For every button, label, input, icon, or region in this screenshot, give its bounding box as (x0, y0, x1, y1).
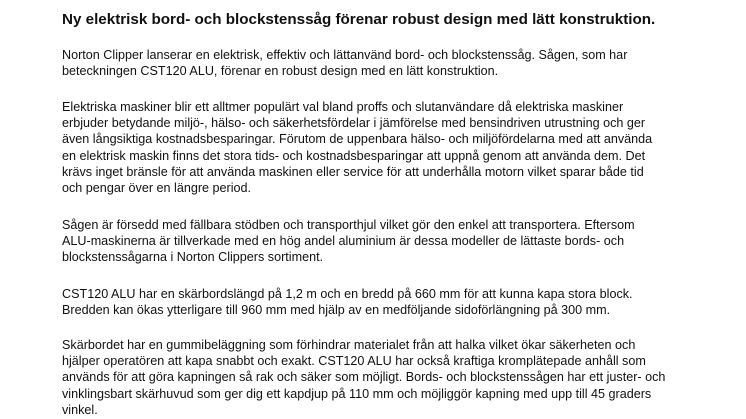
text-line: Norton Clipper lanserar en elektrisk, effektiv och lättanvänd bord- och blockstenssåg. Sågen, som har (62, 48, 628, 62)
text-line: vinklingsbart skärhuvud som ger dig ett kapdjup på 110 mm och möjliggör kapning med upp till 45 graders (62, 386, 652, 401)
document-title: Ny elektrisk bord- och blockstenssåg förenar robust design med lätt konstruktion. (62, 11, 656, 28)
text-line: blockstenssågarna i Norton Clippers sortiment. (62, 250, 324, 265)
text-line: vinkel. (62, 402, 98, 417)
text-line: beteckningen CST120 ALU, förenar en robust design med en lätt konstruktion. (62, 64, 499, 79)
text-line: erbjuder betydande miljö-, hälso- och säkerhetsfördelar i jämförelse med bensindriven utrustning och ger (62, 116, 646, 131)
paragraph-electric-benefits (62, 99, 742, 196)
text-line: Sågen är försedd med fällbara stödben och transporthjul vilket gör den enkel att transportera. Eftersom (62, 218, 635, 232)
text-line: krävs inget bränsle för att använda maskinen eller service för att underhålla motorn vilket sparar både tid (62, 164, 644, 179)
paragraph-dimensions (62, 286, 742, 318)
text-line: Skärbordet har en gummibeläggning som förhindrar materialet från att halka vilket ökar säkerheten och (62, 338, 636, 352)
paragraph-cutting-table (62, 337, 742, 418)
text-line: används för att göra kapningen så rak och säker som möjligt. Bords- och blockstenssågen har ett juster- och (62, 370, 666, 385)
text-line: och pengar över en längre period. (62, 181, 252, 196)
text-line: ALU-maskinerna är tillverkade med en hög andel aluminium är dessa modeller de lättaste bords- och (62, 234, 625, 249)
paragraph-intro (62, 47, 742, 79)
text-line: även långsiktiga kostnadsbesparingar. Förutom de uppenbara hälso- och miljöfördelarna med att använda (62, 132, 653, 147)
text-line: en elektrisk maskin finns det stora tids- och kostnadsbesparingar att uppnå genom att använda dem. Det (62, 148, 646, 163)
text-line: hjälper operatören att kapa snabbt och exakt. CST120 ALU har också kraftiga kromplätерade anhåll som (62, 354, 646, 369)
paragraph-transport (62, 217, 742, 266)
text-line: CST120 ALU har en skärbordslängd på 1,2 m och en bredd på 660 mm för att kunna kapa stora block. (62, 287, 633, 301)
text-line: Elektriska maskiner blir ett alltmer populärt val bland proffs och slutanvändare då elektriska maskiner (62, 100, 624, 114)
text-line: Bredden kan ökas ytterligare till 960 mm med hjälp av en medföljande sidoförlängning på 300 mm. (62, 303, 611, 318)
